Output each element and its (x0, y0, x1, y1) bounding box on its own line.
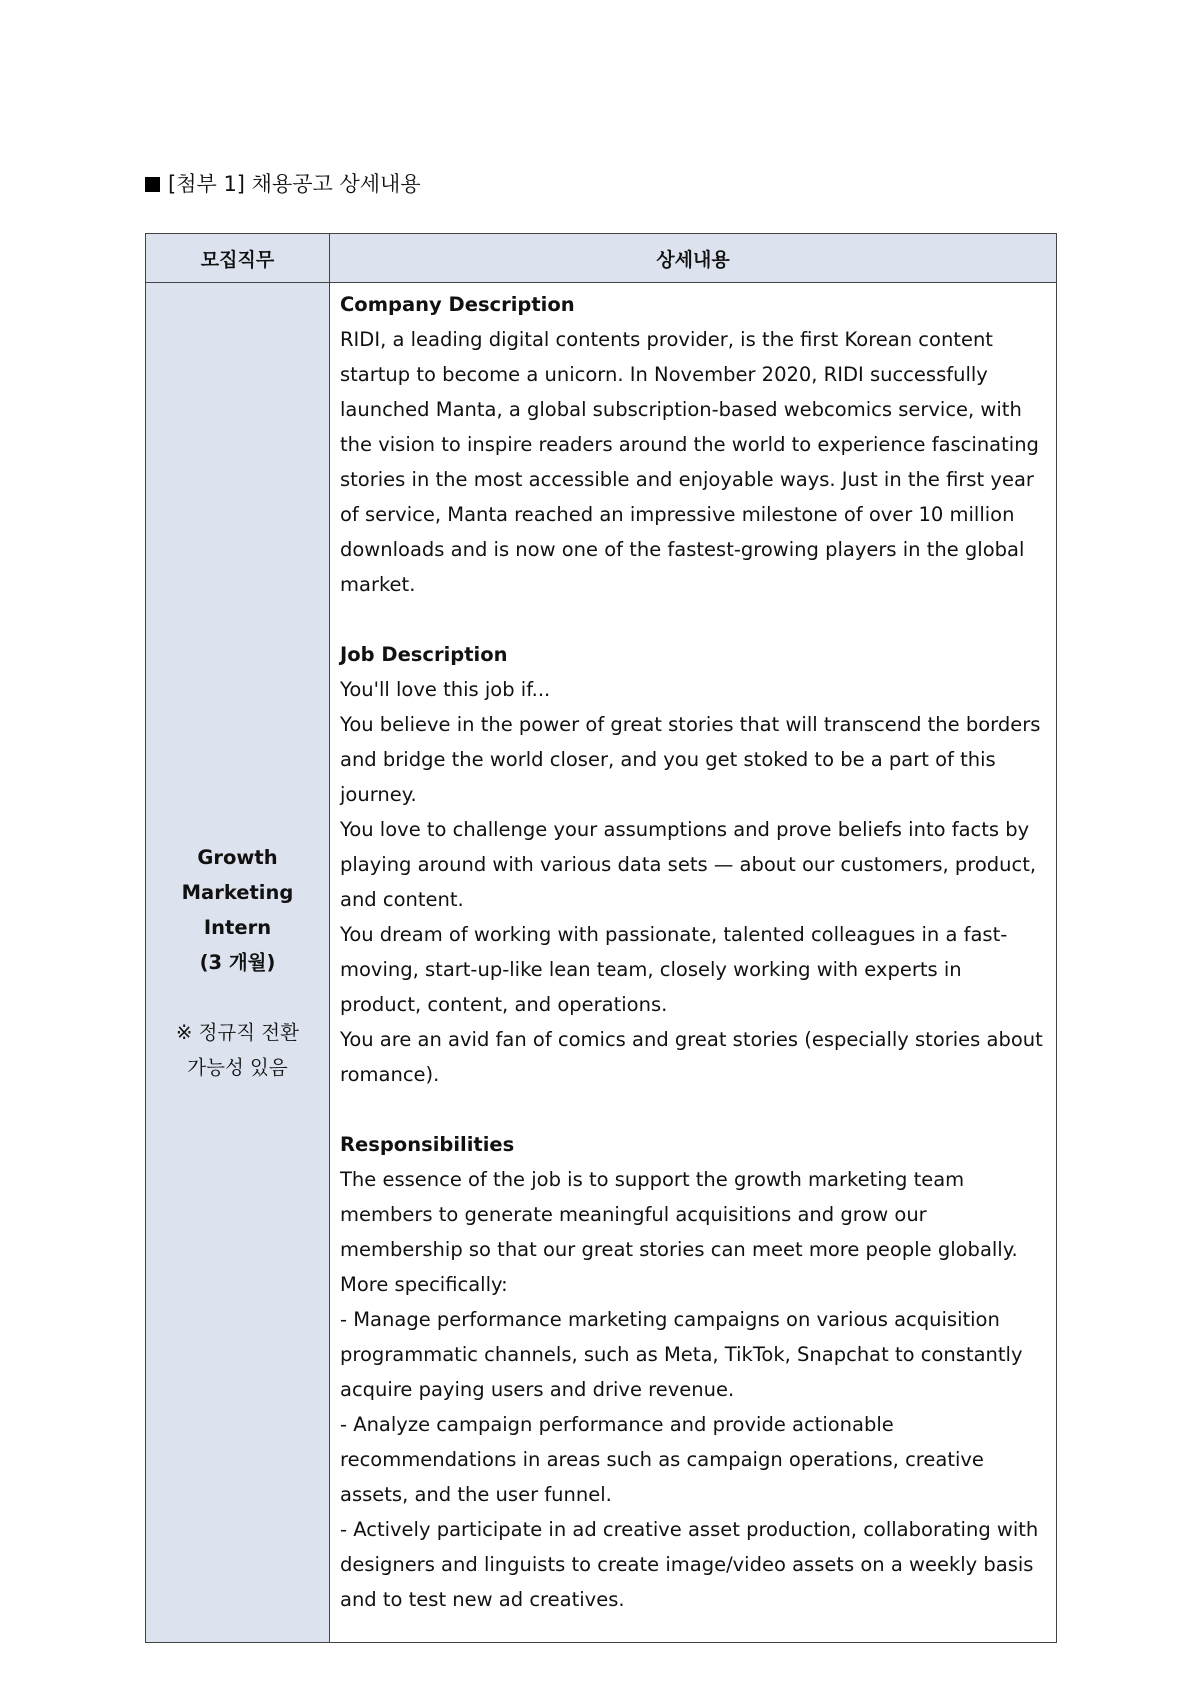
job-posting-table (145, 233, 1057, 1643)
black-square-icon (145, 177, 160, 192)
table-header-row (146, 234, 1057, 283)
job-description-intro: You'll love this job if... (340, 678, 551, 701)
header-position: 모집직무 (146, 234, 330, 283)
job-description-item: You love to challenge your assumptions and prove beliefs into facts by playing around with various data sets — about our customers, product, and content. (340, 818, 1037, 911)
conversion-note-line: 가능성 있음 (187, 1056, 288, 1079)
job-description-item: You are an avid fan of comics and great stories (especially stories about romance). (340, 1028, 1043, 1086)
job-description-heading: Job Description (340, 643, 508, 666)
responsibility-item: - Actively participate in ad creative asset production, collaborating with designers and linguists to create image/video assets on a weekly basis and to test new ad creatives. (340, 1518, 1039, 1611)
table-row (146, 283, 1057, 1643)
responsibility-item: - Manage performance marketing campaigns on various acquisition programmatic channels, such as Meta, TikTok, Snapchat to constantly acquire paying users and drive revenue. (340, 1308, 1023, 1401)
job-description-item: You dream of working with passionate, talented colleagues in a fast-moving, start-up-like lean team, closely working with experts in product, content, and operations. (340, 923, 1008, 1016)
attachment-heading (145, 170, 421, 198)
conversion-note (146, 1015, 329, 1085)
position-title-line: Growth (197, 846, 278, 869)
responsibilities-intro: The essence of the job is to support the growth marketing team members to generate meaningful acquisitions and grow our membership so that our great stories can meet more people globally. More specifically: (340, 1168, 1018, 1296)
header-details: 상세내용 (330, 234, 1057, 283)
position-title (146, 840, 329, 980)
company-description-heading: Company Description (340, 293, 575, 316)
position-title-line: Marketing Intern (181, 881, 294, 939)
job-description-item: You believe in the power of great stories that will transcend the borders and bridge the world closer, and you get stoked to be a part of this journey. (340, 713, 1041, 806)
position-cell (146, 283, 330, 1643)
conversion-note-line: ※ 정규직 전환 (176, 1021, 299, 1044)
responsibilities-heading: Responsibilities (340, 1133, 515, 1156)
position-title-line: (3 개월) (199, 951, 276, 974)
company-description-text: RIDI, a leading digital contents provider, is the first Korean content startup to become a unicorn. In November 2020, RIDI successfully launched Manta, a global subscription-based webcomics service, with the vision to inspire readers around the world to experience fascinating stories in the most accessible and enjoyable ways. Just in the first year of service, Manta reached an impressive milestone of over 10 million downloads and is now one of the fastest-growing players in the global market. (340, 328, 1039, 596)
details-cell (330, 283, 1057, 1643)
attachment-heading-text: [첨부 1] 채용공고 상세내용 (168, 172, 421, 196)
responsibility-item: - Analyze campaign performance and provide actionable recommendations in areas such as campaign operations, creative assets, and the user funnel. (340, 1413, 984, 1506)
